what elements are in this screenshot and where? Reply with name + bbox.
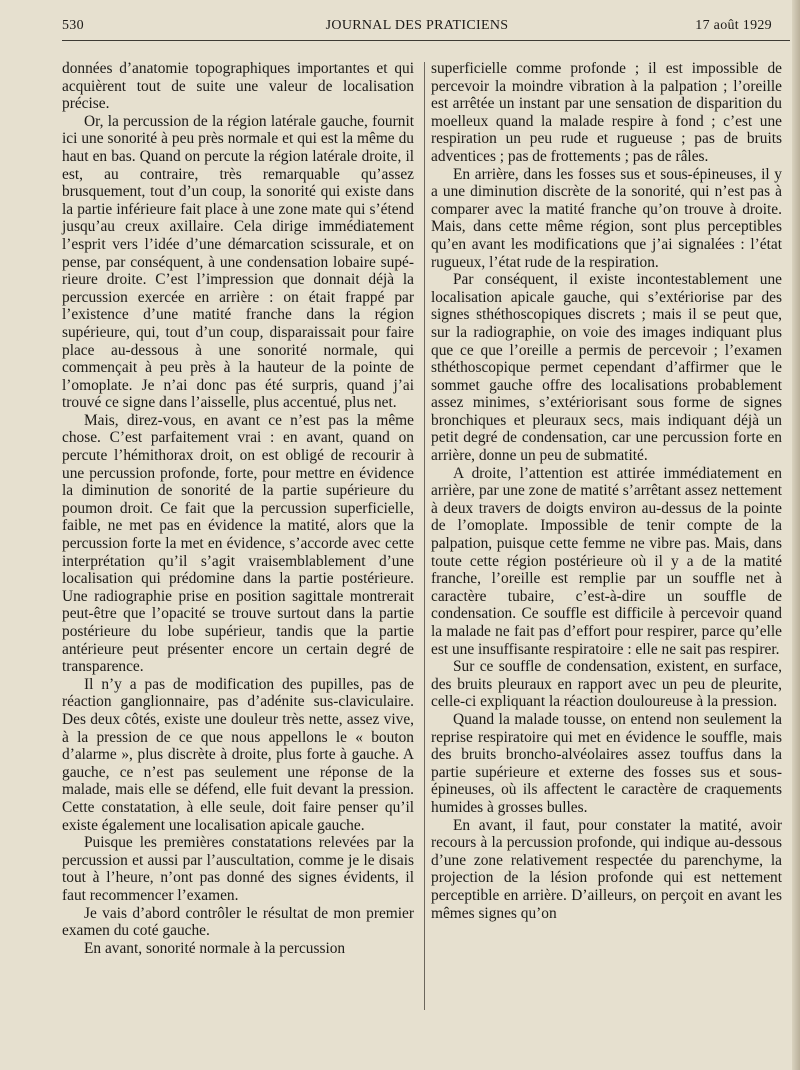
paragraph: Je vais d’abord contrôler le résultat de mon premier examen du coté gauche. — [62, 904, 414, 940]
issue-date: 17 août 1929 — [695, 18, 772, 33]
paragraph: Quand la malade tousse, on entend non seulement la reprise respiratoire qui met en évidence le souffle, mais des bruits broncho-alvéolaires assez touffus dans la partie supérieure et externe des fosses sus et sous-épineuses, où ils affectent le caractère de craquements humides à grosses bulles. — [431, 710, 782, 816]
right-column — [431, 60, 782, 922]
page-binding-edge — [792, 0, 800, 1070]
paragraph: A droite, l’attention est attirée immédiatement en arrière, par une zone de matité s’arrêtant assez nettement à deux travers de doigts environ au-dessus de la pointe de l’omoplate. Impossible de tenir compte de la palpation, puisque cette femme ne vibre pas. Mais, dans toute cette région postérieure où il y a de la matité franche, l’oreille est remplie par un souffle net à caractère tubaire, c’est-à-dire un souffle de condensation. Ce souffle est difficile à percevoir quand la malade ne fait pas d’effort pour respirer, parce qu’elle est une insuffisante respiratoire : elle ne sait pas respirer. — [431, 464, 782, 658]
paragraph: En arrière, dans les fosses sus et sous-épineuses, il y a une diminution discrète de la sonorité, qui n’est pas à comparer avec la matité franche qu’on trouve à droite. Mais, dans cette même région, sont plus perceptibles qu’en avant les modifications que j’ai signalées : l’état rugueux, l’état rude de la respiration. — [431, 165, 782, 271]
paragraph: En avant, sonorité normale à la percussion — [84, 939, 346, 957]
left-column — [62, 60, 414, 957]
paragraph: Or, la percussion de la région latérale gauche, fournit ici une sonorité à peu près normale et qui est la même du haut en bas. Quand on percute la région latérale droite, il est, au contraire, très remarquable qu’assez brusquement, tout d’un coup, la sonorité qui existe dans la partie inférieure fait place à une zone mate qui s’étend jusqu’au creux axillaire. Cela dirige immédiatement l’esprit vers l’idée d’une démarcation scissurale, et on pense, par conséquent, à une condensation lobaire supérieure droite. C’est l’impression que donnait déjà la percussion exercée en arrière : on était frappé par l’existence d’une matité franche dans la région supérieure, qui, tout d’un coup, disparaissait pour faire place au-dessous à une sonorité normale, qui commençait à peu près à la hauteur de la pointe de l’omoplate. Je n’ai donc pas été surpris, quand j’ai trouvé ce signe dans l’aisselle, plus accentué, plus net. — [62, 112, 414, 412]
paragraph: Puisque les premières constatations relevées par la percussion et aussi par l’auscultation, comme je le disais tout à l’heure, n’ont pas donné des signes évidents, il faut recommencer l’examen. — [62, 834, 414, 904]
paragraph: Sur ce souffle de condensation, existent, en surface, des bruits pleuraux en rapport avec un peu de pleurite, celle-ci expliquant la réaction douloureuse à la pression. — [431, 658, 782, 711]
paragraph: Il n’y a pas de modification des pupilles, pas de réaction ganglionnaire, pas d’adénite sus-claviculaire. Des deux côtés, existe une douleur très nette, assez vive, à la pression de ce que nous appellons le « bouton d’alarme », plus discrète à droite, plus forte à gauche. A gauche, ce n’est pas seulement une réponse de la malade, mais elle se défend, elle fuit devant la pression. Cette constatation, à elle seule, doit faire penser qu’il existe également une localisation apicale gauche. — [62, 675, 414, 834]
paragraph: Mais, direz-vous, en avant ce n’est pas la même chose. C’est parfaitement vrai : en avant, quand on percute l’hémithorax droit, on est obligé de recourir à une percussion profonde, forte, pour mettre en évidence la diminution de sonorité de la partie supérieure du poumon droit. Ce fait que la percussion superficielle, faible, ne met pas en évidence la matité, alors que la percussion forte la met en évidence, s’accorde avec cette interprétation qu’il s’agit vraisemblablement d’une localisation qui prédomine dans la partie postérieure. Une radiographie prise en position sagittale montrerait peut-être que l’opacité se trouve surtout dans la partie postérieure du lobe supérieur, tandis que la partie antérieure peut présenter encore un certain degré de transparence. — [62, 411, 414, 676]
page-number: 530 — [62, 18, 84, 33]
paragraph: Par conséquent, il existe incontestablement une localisation apicale gauche, qui s’extériorise par des signes sthéthoscopiques discrets ; mais il se peut que, sur la radiographie, on voie des images indiquant plus que ce que l’oreille a permis de percevoir ; l’examen sthéthoscopique permet cependant d’affirmer que le sommet gauche offre des localisations probablement assez minimes, s’extériorisant sous forme de signes bronchiques et pleuraux secs, mais indiquant déjà un petit degré de condensation, car une percussion forte en arrière, donne un peu de submatité. — [431, 271, 782, 465]
header-rule — [62, 40, 790, 41]
paragraph: données d’anatomie topographiques importantes et qui acquièrent tout de suite une valeur de localisation précise. — [62, 60, 414, 113]
paragraph: En avant, il faut, pour constater la matité, avoir recours à la percussion profonde, qui indique au-dessous d’une zone relativement respectée du parenchyme, la projection de la lésion profonde qui est nettement perceptible en arrière. D’ailleurs, on perçoit en avant les mêmes signes qu’on — [431, 816, 782, 922]
column-divider — [424, 62, 425, 1010]
paragraph: superficielle comme profonde ; il est impossible de percevoir la moindre vibration à la palpation ; l’oreille est arrêtée un instant par une sensation de disparition du moelleux quand la malade respire à fond ; c’est une respiration un peu rude et rugueuse ; pas de bruits adventices ; pas de frottements ; pas de râles. — [431, 60, 782, 165]
running-header — [62, 18, 772, 40]
journal-title: JOURNAL DES PRATICIENS — [325, 18, 509, 33]
